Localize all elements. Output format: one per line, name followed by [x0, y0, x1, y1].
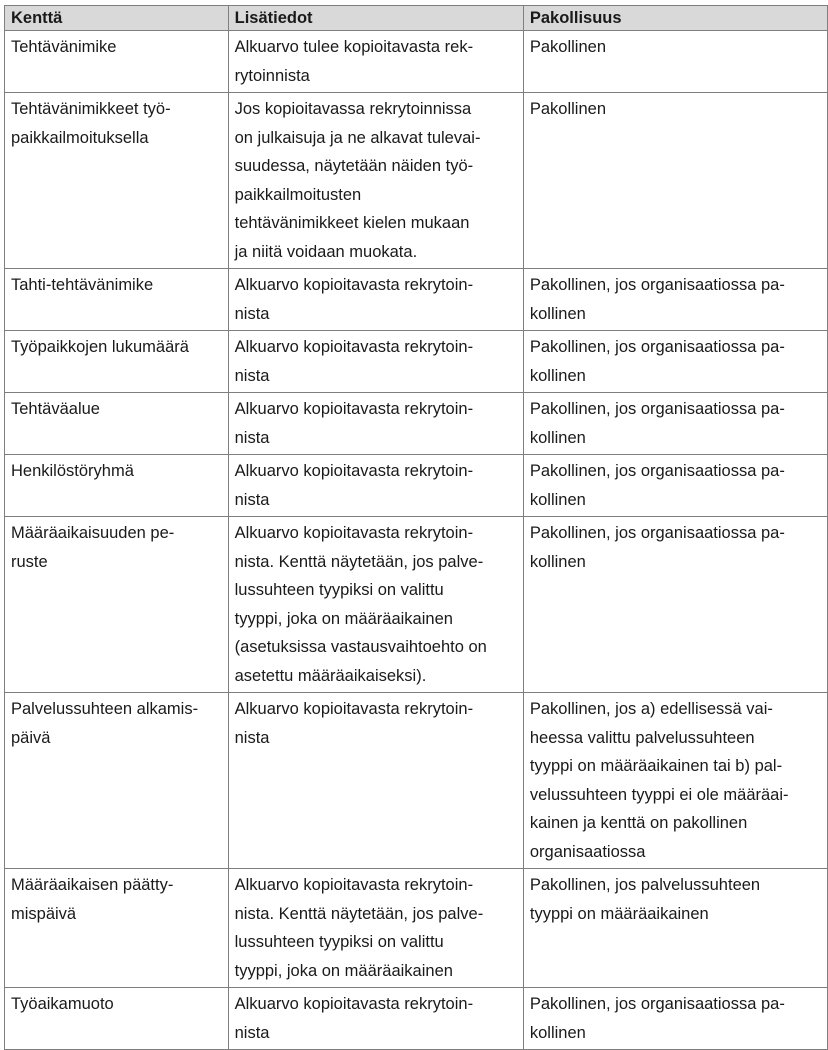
cell-field: Tehtäväalue	[5, 393, 229, 455]
cell-info: Alkuarvo tulee kopioitavasta rek- rytoinnista	[228, 31, 523, 93]
cell-required: Pakollinen, jos organisaatiossa pa- kollinen	[523, 269, 827, 331]
cell-required: Pakollinen	[523, 93, 827, 269]
cell-required: Pakollinen	[523, 31, 827, 93]
cell-field: Määräaikaisuuden pe- ruste	[5, 517, 229, 693]
cell-info: Alkuarvo kopioitavasta rekrytoin- nista. Kenttä näytetään, jos palve- lussuhteen tyypiksi on valittu tyyppi, joka on määräaikainen	[228, 869, 523, 988]
header-lisatiedot: Lisätiedot	[228, 6, 523, 31]
table-row	[5, 93, 828, 269]
cell-required: Pakollinen, jos organisaatiossa pa- kollinen	[523, 331, 827, 393]
table-row	[5, 988, 828, 1050]
cell-info: Jos kopioitavassa rekrytoinnissa on julkaisuja ja ne alkavat tulevai- suudessa, näytetään näiden työ- paikkailmoitusten tehtävänimikkeet kielen mukaan ja niitä voidaan muokata.	[228, 93, 523, 269]
cell-info: Alkuarvo kopioitavasta rekrytoin- nista	[228, 331, 523, 393]
cell-required: Pakollinen, jos palvelussuhteen tyyppi on määräaikainen	[523, 869, 827, 988]
table-row	[5, 269, 828, 331]
cell-info: Alkuarvo kopioitavasta rekrytoin- nista	[228, 269, 523, 331]
cell-field: Tehtävänimike	[5, 31, 229, 93]
cell-field: Tehtävänimikkeet työ- paikkailmoituksella	[5, 93, 229, 269]
header-pakollisuus: Pakollisuus	[523, 6, 827, 31]
cell-field: Työaikamuoto	[5, 988, 229, 1050]
table-row	[5, 331, 828, 393]
cell-info: Alkuarvo kopioitavasta rekrytoin- nista	[228, 693, 523, 869]
table-row	[5, 31, 828, 93]
header-kentta: Kenttä	[5, 6, 229, 31]
fields-table	[4, 5, 828, 1050]
cell-required: Pakollinen, jos a) edellisessä vai- heessa valittu palvelussuhteen tyyppi on määräaikainen tai b) pal- velussuhteen tyyppi ei ole määräai- kainen ja kenttä on pakollinen organisaatiossa	[523, 693, 827, 869]
cell-info: Alkuarvo kopioitavasta rekrytoin- nista	[228, 393, 523, 455]
table-row	[5, 455, 828, 517]
header-row	[5, 6, 828, 31]
cell-info: Alkuarvo kopioitavasta rekrytoin- nista. Kenttä näytetään, jos palve- lussuhteen tyypiksi on valittu tyyppi, joka on määräaikainen (asetuksissa vastausvaihtoehto on asetettu määräaikaiseksi).	[228, 517, 523, 693]
cell-field: Palvelussuhteen alkamis- päivä	[5, 693, 229, 869]
table-row	[5, 693, 828, 869]
cell-info: Alkuarvo kopioitavasta rekrytoin- nista	[228, 988, 523, 1050]
cell-field: Henkilöstöryhmä	[5, 455, 229, 517]
table-row	[5, 517, 828, 693]
table-row	[5, 393, 828, 455]
cell-field: Määräaikaisen päätty- mispäivä	[5, 869, 229, 988]
table-row	[5, 869, 828, 988]
cell-required: Pakollinen, jos organisaatiossa pa- kollinen	[523, 988, 827, 1050]
cell-field: Työpaikkojen lukumäärä	[5, 331, 229, 393]
cell-required: Pakollinen, jos organisaatiossa pa- kollinen	[523, 517, 827, 693]
cell-field: Tahti-tehtävänimike	[5, 269, 229, 331]
cell-required: Pakollinen, jos organisaatiossa pa- kollinen	[523, 393, 827, 455]
cell-info: Alkuarvo kopioitavasta rekrytoin- nista	[228, 455, 523, 517]
cell-required: Pakollinen, jos organisaatiossa pa- kollinen	[523, 455, 827, 517]
